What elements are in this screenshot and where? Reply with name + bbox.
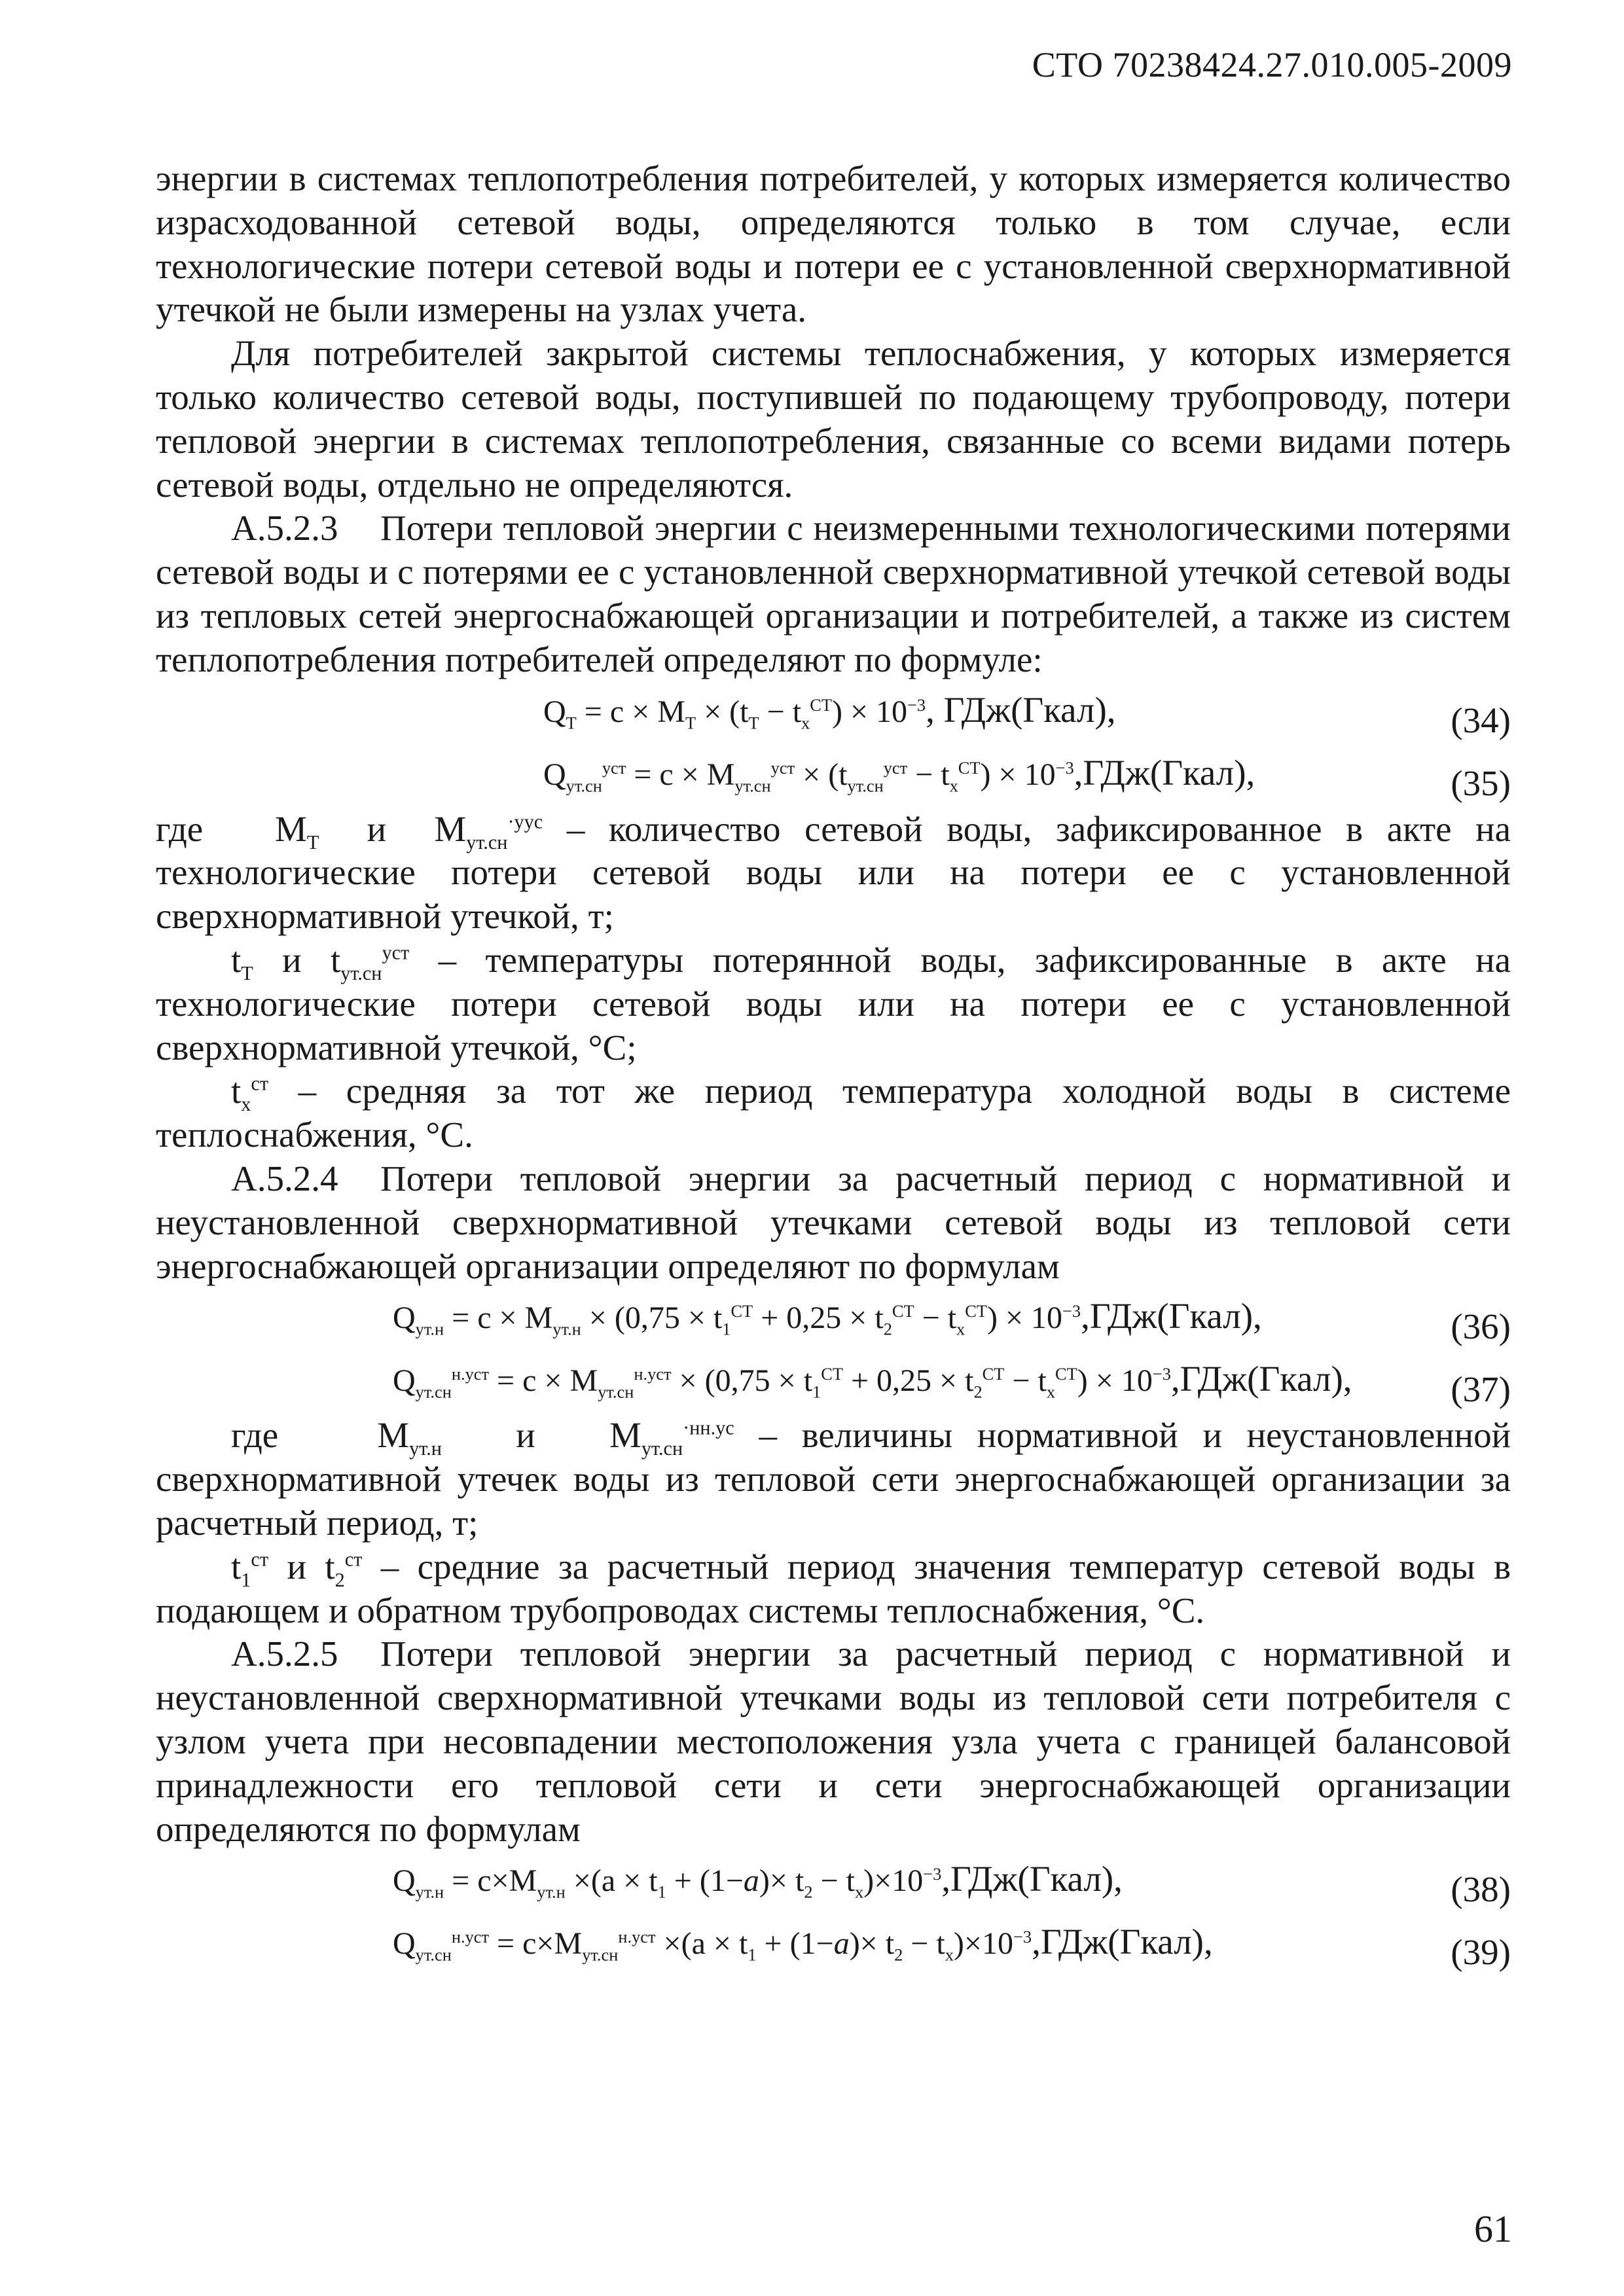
section-a525: [156, 1632, 1511, 1851]
formula-35-expression: $Q_{ут.сн}^{уст} = c \times M_{ут.сн}^{уст} \times (t_{ут.сн}^{уст} - t_х^{СТ})$ × $10^{-3},ГДж(Гкал)$,: [543, 752, 1255, 796]
definition-temperature: $t_Т$ и $t_{ут.сн}^{уст}$ – температуры потерянной воды, зафиксированные в акте на технологические потери сетевой воды или на потери ее с установленной сверхнормативной утечкой, °С;: [156, 939, 1511, 1067]
formula-36-number: (36): [1451, 1306, 1511, 1347]
formula-38-expression: $Q_{ут.н} = c\times M_{ут.н} \times(a \times t_1 + (1-a)\times t_2$ − $t_х)\times 10^{-3},ГДж(Гкал)$,: [393, 1859, 1123, 1902]
formula-36: [156, 1288, 1511, 1351]
formula-39-number: (39): [1451, 1932, 1511, 1973]
document-code-header: СТО 70238424.27.010.005-2009: [1032, 45, 1512, 84]
formula-36-expression: $Q_{ут.н} = c \times M_{ут.н} \times (0,75 \times t_1^{СТ} + 0,25 \times t_2^{СТ} - t_х^{СТ})$ × $10^{-3},ГДж(Гкал)$,: [393, 1296, 1262, 1339]
formula-34-number: (34): [1451, 700, 1511, 740]
section-a524: [156, 1157, 1511, 1288]
formula-34: [156, 682, 1511, 745]
definition-leak-mass: где $M_{ут.н}$ и $M_{ут.сн}^{\cdot нн.ус}$ – величины нормативной и неустановленной сверхнормативной утечек воды из тепловой сети энергоснабжающей организации за расчетный период, т;: [156, 1415, 1511, 1543]
section-number: А.5.2.3: [231, 508, 338, 548]
formula-39: [156, 1914, 1511, 1977]
formula-35-number: (35): [1451, 762, 1511, 803]
page-body: [156, 157, 1511, 1977]
section-a523: [156, 507, 1511, 681]
section-number: А.5.2.4: [231, 1158, 338, 1198]
page-number: 61: [1474, 2208, 1512, 2250]
formula-37-expression: $Q_{ут.сн}^{н.уст} = c \times M_{ут.сн}^{н.уст} \times (0,75 \times t_1^{СТ} + 0,25 \times t_2^{СТ} - t_х^{СТ})$ × $10^{-3},ГДж(Гкал)$,: [393, 1359, 1352, 1402]
formula-35: [156, 745, 1511, 808]
formula-38: [156, 1851, 1511, 1914]
formula-37: [156, 1351, 1511, 1414]
formula-39-expression: $Q_{ут.сн}^{н.уст} = c\times M_{ут.сн}^{н.уст} \times(a \times t_1 + (1-a)\times t_2$ − $t_х)\times 10^{-3},ГДж(Гкал)$,: [393, 1922, 1213, 1965]
section-text: Потери тепловой энергии с неизмеренными технологическими потерями сетевой воды и с потерями ее с установленной сверхнормативной утечкой сетевой воды из тепловых сетей энергоснабжающей организации и потребителей, а также из систем теплопотребления потребителей определяют по формуле:: [156, 508, 1511, 679]
section-text: Потери тепловой энергии за расчетный период с нормативной и неустановленной сверхнормативной утечками воды из тепловой сети потребителя с узлом учета при несовпадении местоположения узла учета с границей балансовой принадлежности его тепловой сети и сети энергоснабжающей организации определяются по формулам: [156, 1634, 1511, 1849]
section-number: А.5.2.5: [231, 1634, 338, 1674]
section-text: Потери тепловой энергии за расчетный период с нормативной и неустановленной сверхнормативной утечками сетевой воды из тепловой сети энергоснабжающей организации определяют по формулам: [156, 1158, 1511, 1286]
definition-mean-temps: $t_1^{ст}$ и $t_2^{ст}$ – средние за расчетный период значения температур сетевой воды в подающем и обратном трубопроводах системы теплоснабжения, °С.: [156, 1546, 1511, 1630]
formula-34-expression: $Q_Т = c \times M_Т \times (t_Т - t_х^{СТ}) \times 10^{-3}$, ГДж(Гкал),: [543, 689, 1116, 733]
paragraph-closed-system: Для потребителей закрытой системы теплоснабжения, у которых измеряется только количество сетевой воды, поступившей по подающему трубопроводу, потери тепловой энергии в системах теплопотребления, связанные со всеми видами потерь сетевой воды, отдельно не определяются.: [156, 333, 1511, 505]
definition-mass: где $M_Т$ и $M_{ут.сн}^{\cdot уус}$ – количество сетевой воды, зафиксированное в акте на технологические потери сетевой воды или на потери ее с установленной сверхнормативной утечкой, т;: [156, 808, 1511, 937]
paragraph-continuation: энергии в системах теплопотребления потребителей, у которых измеряется количество израсходованной сетевой воды, определяются только в том случае, если технологические потери сетевой воды и потери ее с установленной сверхнормативной утечкой не были измерены на узлах учета.: [156, 158, 1511, 330]
formula-38-number: (38): [1451, 1869, 1511, 1910]
definition-cold-water: $t_х^{ст}$ – средняя за тот же период температура холодной воды в системе теплоснабжения, °С.: [156, 1071, 1511, 1155]
formula-37-number: (37): [1451, 1369, 1511, 1410]
